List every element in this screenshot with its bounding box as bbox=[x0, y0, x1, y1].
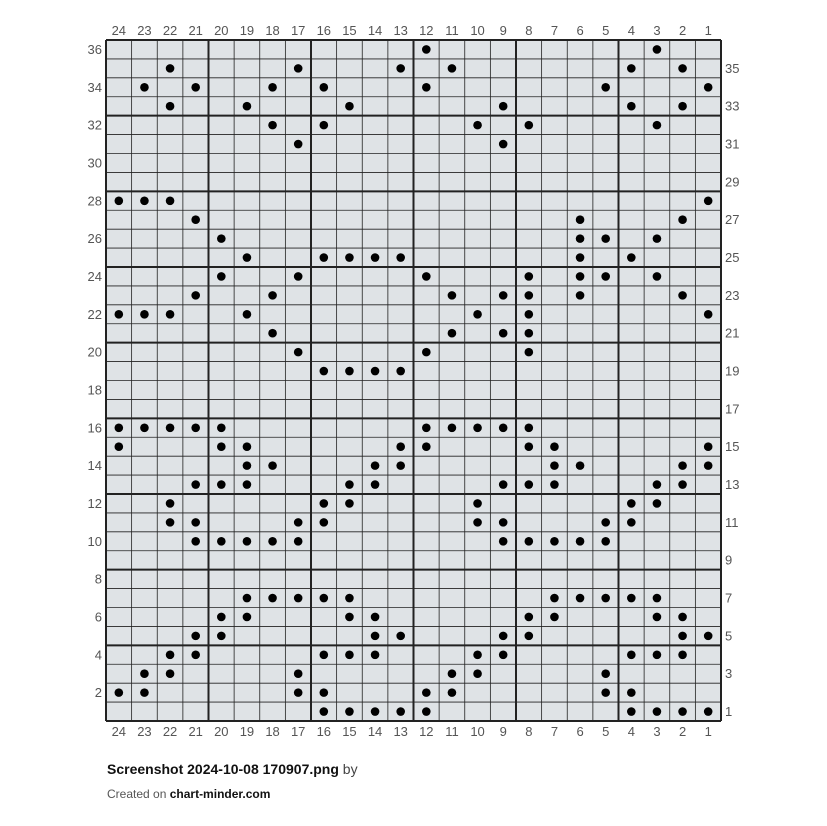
stitch-dot bbox=[653, 707, 662, 716]
column-number: 20 bbox=[214, 724, 229, 739]
stitch-dot bbox=[166, 102, 175, 111]
stitch-dot bbox=[268, 461, 277, 470]
stitch-dot bbox=[627, 688, 636, 697]
stitch-dot bbox=[499, 329, 508, 338]
stitch-dot bbox=[243, 537, 252, 546]
column-number: 1 bbox=[704, 724, 712, 739]
stitch-dot bbox=[627, 707, 636, 716]
column-number: 12 bbox=[419, 23, 434, 38]
row-number: 36 bbox=[87, 41, 102, 57]
stitch-dot bbox=[396, 461, 405, 470]
column-number: 14 bbox=[367, 724, 383, 739]
stitch-dot bbox=[627, 499, 636, 508]
row-number: 18 bbox=[87, 382, 102, 398]
stitch-dot bbox=[448, 423, 457, 432]
stitch-dot bbox=[191, 537, 200, 546]
stitch-dot bbox=[704, 83, 713, 92]
stitch-dot bbox=[294, 140, 303, 149]
chart-byline: by bbox=[342, 761, 358, 777]
row-number: 8 bbox=[94, 571, 102, 587]
stitch-dot bbox=[448, 669, 457, 678]
column-number: 9 bbox=[499, 23, 507, 38]
stitch-dot bbox=[320, 367, 329, 376]
stitch-dot bbox=[499, 423, 508, 432]
stitch-dot bbox=[653, 499, 662, 508]
stitch-dot bbox=[499, 291, 508, 300]
stitch-dot bbox=[217, 613, 226, 622]
stitch-dot bbox=[525, 423, 534, 432]
column-number: 18 bbox=[265, 724, 280, 739]
row-number: 9 bbox=[725, 552, 733, 568]
stitch-dot bbox=[499, 102, 508, 111]
stitch-dot bbox=[115, 310, 124, 319]
stitch-dot bbox=[115, 688, 124, 697]
stitch-dot bbox=[601, 272, 610, 281]
column-number: 2 bbox=[678, 724, 687, 739]
stitch-dot bbox=[499, 518, 508, 527]
stitch-dot bbox=[294, 537, 303, 546]
stitch-dot bbox=[499, 140, 508, 149]
row-number: 30 bbox=[87, 155, 102, 171]
stitch-dot bbox=[191, 650, 200, 659]
stitch-dot bbox=[627, 102, 636, 111]
stitch-dot bbox=[396, 253, 405, 262]
column-number: 13 bbox=[393, 724, 408, 739]
stitch-dot bbox=[166, 423, 175, 432]
stitch-dot bbox=[550, 613, 559, 622]
stitch-dot bbox=[320, 499, 329, 508]
row-number: 20 bbox=[87, 344, 102, 360]
stitch-dot bbox=[294, 669, 303, 678]
column-number: 11 bbox=[445, 724, 459, 739]
stitch-dot bbox=[345, 253, 354, 262]
stitch-dot bbox=[704, 310, 713, 319]
site-link[interactable]: chart-minder.com bbox=[169, 787, 271, 801]
stitch-dot bbox=[191, 518, 200, 527]
column-number: 15 bbox=[342, 23, 357, 38]
stitch-dot bbox=[499, 632, 508, 641]
row-number: 32 bbox=[87, 117, 102, 133]
stitch-dot bbox=[268, 291, 277, 300]
column-number: 10 bbox=[470, 23, 485, 38]
column-number: 3 bbox=[653, 724, 661, 739]
column-number: 4 bbox=[627, 724, 635, 739]
stitch-dot bbox=[422, 83, 431, 92]
stitch-dot bbox=[448, 688, 457, 697]
stitch-dot bbox=[217, 632, 226, 641]
stitch-dot bbox=[243, 253, 252, 262]
stitch-dot bbox=[576, 594, 585, 603]
stitch-dot bbox=[422, 45, 431, 54]
stitch-dot bbox=[601, 518, 610, 527]
column-number: 8 bbox=[525, 23, 533, 38]
stitch-dot bbox=[396, 64, 405, 73]
stitch-dot bbox=[140, 196, 149, 205]
column-number: 6 bbox=[576, 724, 584, 739]
stitch-dot bbox=[115, 423, 124, 432]
stitch-dot bbox=[396, 707, 405, 716]
stitch-dot bbox=[422, 688, 431, 697]
row-number: 23 bbox=[725, 287, 740, 303]
stitch-dot bbox=[166, 518, 175, 527]
stitch-dot bbox=[653, 45, 662, 54]
stitch-dot bbox=[576, 537, 585, 546]
column-number: 24 bbox=[111, 724, 127, 739]
stitch-dot bbox=[345, 102, 354, 111]
stitch-dot bbox=[345, 650, 354, 659]
column-number: 18 bbox=[265, 23, 280, 38]
stitch-dot bbox=[525, 632, 534, 641]
row-number: 26 bbox=[87, 231, 102, 247]
row-number: 27 bbox=[725, 212, 740, 228]
stitch-dot bbox=[320, 121, 329, 130]
stitch-dot bbox=[576, 291, 585, 300]
stitch-dot bbox=[576, 215, 585, 224]
stitch-dot bbox=[320, 253, 329, 262]
stitch-dot bbox=[678, 215, 687, 224]
stitch-dot bbox=[294, 348, 303, 357]
stitch-dot bbox=[345, 499, 354, 508]
stitch-dot bbox=[704, 442, 713, 451]
stitch-dot bbox=[243, 480, 252, 489]
row-number: 14 bbox=[87, 458, 102, 474]
stitch-dot bbox=[320, 518, 329, 527]
row-number: 19 bbox=[725, 363, 740, 379]
row-number: 3 bbox=[725, 666, 733, 682]
stitch-dot bbox=[678, 291, 687, 300]
stitch-dot bbox=[525, 442, 534, 451]
column-number: 19 bbox=[239, 23, 255, 38]
stitch-dot bbox=[627, 518, 636, 527]
row-number: 17 bbox=[725, 401, 740, 417]
stitch-dot bbox=[525, 480, 534, 489]
stitch-dot bbox=[371, 707, 380, 716]
chart-filename: Screenshot 2024-10-08 170907.png bbox=[107, 761, 339, 777]
stitch-dot bbox=[115, 442, 124, 451]
stitch-dot bbox=[576, 461, 585, 470]
stitch-dot bbox=[499, 537, 508, 546]
stitch-dot bbox=[166, 499, 175, 508]
stitch-dot bbox=[294, 272, 303, 281]
stitch-dot bbox=[217, 537, 226, 546]
row-number: 11 bbox=[725, 514, 739, 530]
stitch-dot bbox=[166, 669, 175, 678]
stitch-dot bbox=[525, 329, 534, 338]
column-number: 15 bbox=[342, 724, 357, 739]
row-number: 24 bbox=[87, 268, 102, 284]
row-number: 16 bbox=[87, 420, 102, 436]
stitch-dot bbox=[217, 423, 226, 432]
column-number: 11 bbox=[445, 23, 459, 38]
column-number: 17 bbox=[290, 23, 306, 38]
stitch-dot bbox=[396, 632, 405, 641]
chart-title bbox=[107, 761, 358, 777]
column-number: 14 bbox=[367, 23, 383, 38]
column-number: 7 bbox=[550, 23, 559, 38]
stitch-dot bbox=[294, 64, 303, 73]
column-number: 22 bbox=[162, 23, 178, 38]
stitch-dot bbox=[550, 537, 559, 546]
column-number: 17 bbox=[290, 724, 306, 739]
stitch-dot bbox=[678, 650, 687, 659]
row-number: 6 bbox=[94, 609, 102, 625]
stitch-dot bbox=[473, 518, 482, 527]
row-number: 35 bbox=[725, 60, 740, 76]
stitch-dot bbox=[678, 64, 687, 73]
stitch-dot bbox=[243, 310, 252, 319]
stitch-dot bbox=[115, 196, 124, 205]
stitch-dot bbox=[678, 480, 687, 489]
stitch-dot bbox=[550, 442, 559, 451]
stitch-dot bbox=[345, 594, 354, 603]
column-number: 20 bbox=[214, 23, 229, 38]
stitch-dot bbox=[473, 121, 482, 130]
stitch-dot bbox=[243, 613, 252, 622]
row-number: 31 bbox=[725, 136, 740, 152]
stitch-dot bbox=[371, 461, 380, 470]
stitch-dot bbox=[704, 632, 713, 641]
row-number: 12 bbox=[87, 495, 102, 511]
stitch-dot bbox=[473, 669, 482, 678]
created-prefix: Created on bbox=[107, 787, 167, 801]
row-number: 7 bbox=[725, 590, 733, 606]
stitch-dot bbox=[191, 632, 200, 641]
stitch-dot bbox=[371, 650, 380, 659]
column-number: 5 bbox=[602, 724, 610, 739]
row-number: 22 bbox=[87, 306, 102, 322]
stitch-dot bbox=[653, 650, 662, 659]
stitch-dot bbox=[550, 594, 559, 603]
column-number: 23 bbox=[137, 724, 152, 739]
stitch-dot bbox=[473, 310, 482, 319]
stitch-dot bbox=[550, 480, 559, 489]
stitch-dot bbox=[525, 291, 534, 300]
stitch-dot bbox=[294, 688, 303, 697]
stitch-dot bbox=[448, 329, 457, 338]
stitch-dot bbox=[191, 291, 200, 300]
row-number: 1 bbox=[725, 704, 733, 720]
stitch-dot bbox=[217, 442, 226, 451]
stitch-dot bbox=[601, 594, 610, 603]
row-number: 34 bbox=[87, 79, 102, 95]
stitch-dot bbox=[653, 272, 662, 281]
stitch-dot bbox=[191, 423, 200, 432]
stitch-dot bbox=[140, 423, 149, 432]
column-number: 1 bbox=[704, 23, 712, 38]
row-number: 33 bbox=[725, 98, 740, 114]
stitch-dot bbox=[525, 272, 534, 281]
stitch-dot bbox=[320, 83, 329, 92]
stitch-dot bbox=[217, 272, 226, 281]
stitch-dot bbox=[473, 423, 482, 432]
stitch-dot bbox=[217, 234, 226, 243]
column-number: 3 bbox=[653, 23, 661, 38]
stitch-dot bbox=[448, 64, 457, 73]
stitch-dot bbox=[627, 64, 636, 73]
row-number: 25 bbox=[725, 250, 740, 266]
stitch-dot bbox=[294, 594, 303, 603]
stitch-dot bbox=[499, 650, 508, 659]
stitch-dot bbox=[140, 83, 149, 92]
stitch-dot bbox=[704, 707, 713, 716]
stitch-dot bbox=[550, 461, 559, 470]
stitch-dot bbox=[678, 707, 687, 716]
stitch-dot bbox=[601, 688, 610, 697]
column-number: 13 bbox=[393, 23, 408, 38]
stitch-dot bbox=[448, 291, 457, 300]
stitch-dot bbox=[627, 594, 636, 603]
stitch-dot bbox=[371, 613, 380, 622]
stitch-dot bbox=[653, 613, 662, 622]
row-number: 10 bbox=[87, 533, 102, 549]
stitch-dot bbox=[525, 121, 534, 130]
stitch-dot bbox=[243, 461, 252, 470]
column-number: 22 bbox=[162, 724, 178, 739]
column-number: 16 bbox=[316, 23, 332, 38]
stitch-dot bbox=[704, 196, 713, 205]
stitch-dot bbox=[653, 121, 662, 130]
column-number: 5 bbox=[602, 23, 610, 38]
stitch-dot bbox=[422, 442, 431, 451]
stitch-dot bbox=[422, 707, 431, 716]
stitch-dot bbox=[191, 215, 200, 224]
stitch-dot bbox=[704, 461, 713, 470]
column-number: 4 bbox=[627, 23, 635, 38]
column-number: 6 bbox=[576, 23, 584, 38]
stitch-dot bbox=[268, 537, 277, 546]
stitch-dot bbox=[345, 480, 354, 489]
row-number: 29 bbox=[725, 174, 740, 190]
stitch-dot bbox=[345, 613, 354, 622]
stitch-dot bbox=[268, 594, 277, 603]
stitch-dot bbox=[166, 196, 175, 205]
stitch-dot bbox=[345, 367, 354, 376]
created-on-line bbox=[107, 787, 270, 801]
stitch-dot bbox=[268, 329, 277, 338]
row-number: 15 bbox=[725, 439, 740, 455]
row-number: 13 bbox=[725, 477, 740, 493]
stitch-dot bbox=[422, 348, 431, 357]
column-number: 21 bbox=[188, 23, 203, 38]
stitch-dot bbox=[268, 83, 277, 92]
stitch-dot bbox=[576, 234, 585, 243]
stitch-dot bbox=[653, 234, 662, 243]
stitch-dot bbox=[396, 367, 405, 376]
stitch-dot bbox=[371, 367, 380, 376]
stitch-dot bbox=[166, 310, 175, 319]
stitch-dot bbox=[243, 442, 252, 451]
row-number: 28 bbox=[87, 193, 102, 209]
stitch-dot bbox=[422, 423, 431, 432]
stitch-dot bbox=[678, 632, 687, 641]
stitch-dot bbox=[320, 688, 329, 697]
row-number: 5 bbox=[725, 628, 733, 644]
stitch-dot bbox=[678, 461, 687, 470]
column-number: 9 bbox=[499, 724, 507, 739]
stitch-dot bbox=[627, 650, 636, 659]
stitch-dot bbox=[191, 480, 200, 489]
stitch-dot bbox=[499, 480, 508, 489]
stitch-dot bbox=[678, 613, 687, 622]
column-number: 16 bbox=[316, 724, 332, 739]
column-number: 10 bbox=[470, 724, 485, 739]
stitch-dot bbox=[166, 64, 175, 73]
stitch-dot bbox=[601, 537, 610, 546]
stitch-dot bbox=[525, 310, 534, 319]
stitch-dot bbox=[243, 594, 252, 603]
column-number: 8 bbox=[525, 724, 533, 739]
stitch-dot bbox=[422, 272, 431, 281]
stitch-dot bbox=[320, 707, 329, 716]
stitch-dot bbox=[576, 253, 585, 262]
column-number: 23 bbox=[137, 23, 152, 38]
column-number: 21 bbox=[188, 724, 203, 739]
stitch-dot bbox=[525, 537, 534, 546]
stitch-dot bbox=[525, 348, 534, 357]
stitch-dot bbox=[294, 518, 303, 527]
stitch-dot bbox=[601, 669, 610, 678]
stitch-dot bbox=[576, 272, 585, 281]
stitch-dot bbox=[627, 253, 636, 262]
stitch-dot bbox=[345, 707, 354, 716]
stitch-dot bbox=[268, 121, 277, 130]
stitch-dot bbox=[601, 234, 610, 243]
stitch-dot bbox=[191, 83, 200, 92]
stitch-dot bbox=[396, 442, 405, 451]
stitch-dot bbox=[371, 253, 380, 262]
stitch-dot bbox=[678, 102, 687, 111]
stitch-dot bbox=[140, 310, 149, 319]
row-number: 4 bbox=[94, 647, 102, 663]
stitch-dot bbox=[320, 594, 329, 603]
stitch-dot bbox=[371, 632, 380, 641]
column-number: 19 bbox=[239, 724, 255, 739]
column-number: 12 bbox=[419, 724, 434, 739]
stitch-dot bbox=[525, 613, 534, 622]
row-number: 21 bbox=[725, 325, 740, 341]
stitch-dot bbox=[166, 650, 175, 659]
stitch-dot bbox=[140, 669, 149, 678]
stitch-dot bbox=[601, 83, 610, 92]
stitch-dot bbox=[473, 650, 482, 659]
stitch-dot bbox=[653, 480, 662, 489]
stitch-dot bbox=[140, 688, 149, 697]
stitch-dot bbox=[371, 480, 380, 489]
column-number: 2 bbox=[678, 23, 687, 38]
stitch-dot bbox=[320, 650, 329, 659]
stitch-dot bbox=[217, 480, 226, 489]
stitch-dot bbox=[653, 594, 662, 603]
stitch-dot bbox=[473, 499, 482, 508]
column-number: 24 bbox=[111, 23, 127, 38]
stitch-dot bbox=[243, 102, 252, 111]
column-number: 7 bbox=[550, 724, 559, 739]
row-number: 2 bbox=[94, 685, 102, 701]
